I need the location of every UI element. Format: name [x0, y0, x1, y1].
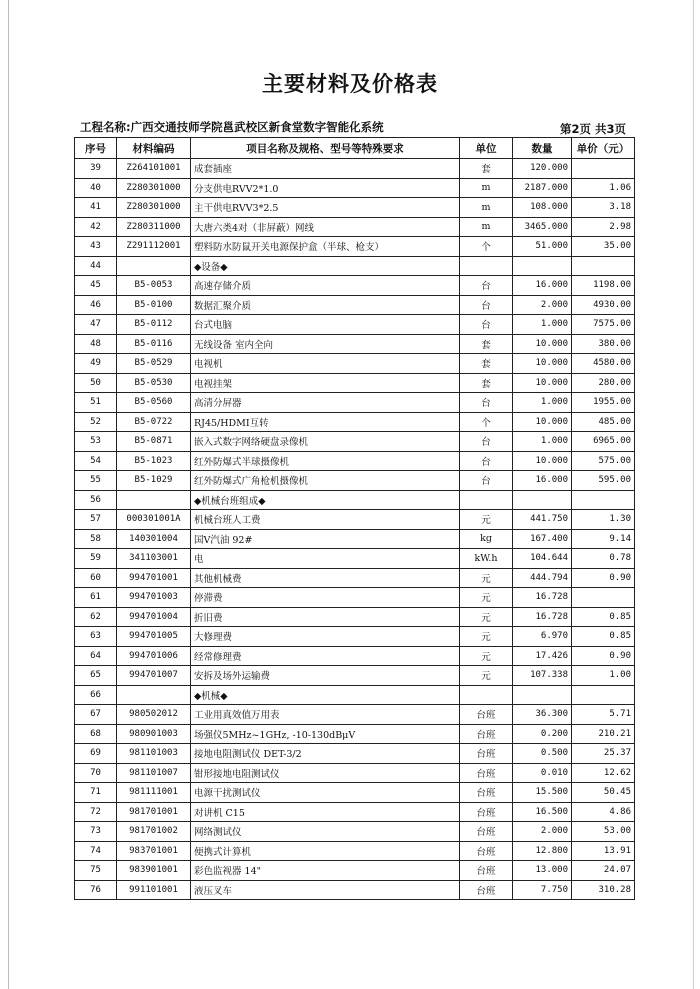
cell-name: 工业用真效值万用表	[191, 705, 460, 725]
table-row	[75, 549, 635, 569]
cell-seq: 41	[75, 198, 117, 218]
cell-name: 大修理费	[191, 627, 460, 647]
table-row	[75, 763, 635, 783]
cell-price: 1.30	[572, 510, 635, 530]
table-row	[75, 744, 635, 764]
cell-unit: 台	[460, 432, 513, 452]
cell-price: 5.71	[572, 705, 635, 725]
table-row	[75, 334, 635, 354]
cell-unit: 套	[460, 334, 513, 354]
cell-seq: 64	[75, 646, 117, 666]
cell-qty: 10.000	[513, 412, 572, 432]
table-row	[75, 685, 635, 705]
project-name: 工程名称:广西交通技师学院邕武校区新食堂数字智能化系统	[80, 120, 384, 134]
cell-name: 网络测试仪	[191, 822, 460, 842]
cell-unit: 台班	[460, 822, 513, 842]
cell-name: 折旧费	[191, 607, 460, 627]
cell-qty: 12.800	[513, 841, 572, 861]
cell-seq: 58	[75, 529, 117, 549]
cell-code: B5-0116	[117, 334, 191, 354]
cell-code	[117, 685, 191, 705]
cell-seq: 68	[75, 724, 117, 744]
cell-unit: 个	[460, 412, 513, 432]
cell-unit	[460, 256, 513, 276]
cell-price: 1.00	[572, 666, 635, 686]
cell-qty: 108.000	[513, 198, 572, 218]
cell-name: 停滞费	[191, 588, 460, 608]
cell-name: 塑料防水防鼠开关电源保护盒（半球、枪支）	[191, 237, 460, 257]
cell-unit: 台班	[460, 724, 513, 744]
cell-seq: 76	[75, 880, 117, 900]
cell-name: 机械台班人工费	[191, 510, 460, 530]
cell-code: 980901003	[117, 724, 191, 744]
cell-qty: 444.794	[513, 568, 572, 588]
cell-qty: 10.000	[513, 354, 572, 374]
scan-edge-left	[8, 0, 9, 989]
cell-price: 575.00	[572, 451, 635, 471]
cell-qty: 13.000	[513, 861, 572, 881]
cell-price	[572, 685, 635, 705]
cell-qty: 2.000	[513, 822, 572, 842]
cell-name: ◆机械◆	[191, 685, 460, 705]
table-row	[75, 607, 635, 627]
cell-name: 便携式计算机	[191, 841, 460, 861]
cell-name: 红外防爆式半球摄像机	[191, 451, 460, 471]
cell-qty: 1.000	[513, 393, 572, 413]
cell-name: ◆机械台班组成◆	[191, 490, 460, 510]
table-row	[75, 295, 635, 315]
cell-code: Z264101001	[117, 159, 191, 179]
cell-name: 场强仪5MHz~1GHz, -10-130dBμV	[191, 724, 460, 744]
cell-unit	[460, 490, 513, 510]
table-row	[75, 783, 635, 803]
cell-code: 983901001	[117, 861, 191, 881]
table-row	[75, 510, 635, 530]
header-qty: 数量	[513, 138, 572, 159]
cell-price: 50.45	[572, 783, 635, 803]
cell-unit: 台班	[460, 783, 513, 803]
cell-seq: 65	[75, 666, 117, 686]
cell-code: 994701007	[117, 666, 191, 686]
cell-unit: 台班	[460, 880, 513, 900]
table-row	[75, 529, 635, 549]
cell-code: 991101001	[117, 880, 191, 900]
table-row	[75, 880, 635, 900]
cell-seq: 54	[75, 451, 117, 471]
cell-name: 台式电脑	[191, 315, 460, 335]
cell-seq: 74	[75, 841, 117, 861]
table-row	[75, 412, 635, 432]
cell-seq: 48	[75, 334, 117, 354]
cell-qty: 441.750	[513, 510, 572, 530]
cell-name: 红外防爆式广角枪机摄像机	[191, 471, 460, 491]
cell-price	[572, 256, 635, 276]
cell-seq: 45	[75, 276, 117, 296]
cell-unit: 元	[460, 588, 513, 608]
cell-name: 其他机械费	[191, 568, 460, 588]
cell-code: Z280301000	[117, 178, 191, 198]
cell-qty: 0.500	[513, 744, 572, 764]
cell-price: 7575.00	[572, 315, 635, 335]
table-row	[75, 256, 635, 276]
table-row	[75, 627, 635, 647]
cell-qty	[513, 685, 572, 705]
cell-seq: 62	[75, 607, 117, 627]
cell-name: 电视挂架	[191, 373, 460, 393]
cell-unit: 元	[460, 510, 513, 530]
cell-code: 981701002	[117, 822, 191, 842]
cell-unit: 台	[460, 315, 513, 335]
cell-seq: 40	[75, 178, 117, 198]
cell-unit: 台班	[460, 802, 513, 822]
cell-code: 994701004	[117, 607, 191, 627]
table-row	[75, 373, 635, 393]
cell-price: 280.00	[572, 373, 635, 393]
table-row	[75, 861, 635, 881]
cell-price: 3.18	[572, 198, 635, 218]
cell-price: 210.21	[572, 724, 635, 744]
cell-qty: 6.970	[513, 627, 572, 647]
cell-price: 0.90	[572, 568, 635, 588]
cell-name: 液压叉车	[191, 880, 460, 900]
cell-unit: 元	[460, 627, 513, 647]
table-row	[75, 276, 635, 296]
cell-unit: 台班	[460, 841, 513, 861]
cell-code: B5-0100	[117, 295, 191, 315]
header-price: 单价（元）	[572, 138, 635, 159]
cell-price: 380.00	[572, 334, 635, 354]
table-row	[75, 237, 635, 257]
table-row	[75, 159, 635, 179]
cell-name: 国V汽油 92#	[191, 529, 460, 549]
cell-price	[572, 159, 635, 179]
cell-name: 接地电阻测试仪 DET-3/2	[191, 744, 460, 764]
cell-qty: 36.300	[513, 705, 572, 725]
cell-code: 980502012	[117, 705, 191, 725]
header-code: 材料编码	[117, 138, 191, 159]
cell-qty: 16.000	[513, 276, 572, 296]
page-title: 主要材料及价格表	[262, 71, 438, 96]
cell-seq: 72	[75, 802, 117, 822]
cell-seq: 46	[75, 295, 117, 315]
cell-seq: 61	[75, 588, 117, 608]
table-row	[75, 822, 635, 842]
cell-code: 341103001	[117, 549, 191, 569]
cell-code: B5-0529	[117, 354, 191, 374]
cell-code: B5-0053	[117, 276, 191, 296]
cell-price: 4580.00	[572, 354, 635, 374]
cell-name: 钳形接地电阻测试仪	[191, 763, 460, 783]
cell-seq: 52	[75, 412, 117, 432]
cell-unit: 台班	[460, 763, 513, 783]
header-seq: 序号	[75, 138, 117, 159]
table-row	[75, 315, 635, 335]
cell-price: 9.14	[572, 529, 635, 549]
cell-unit: 台	[460, 471, 513, 491]
cell-qty: 10.000	[513, 334, 572, 354]
cell-qty: 2.000	[513, 295, 572, 315]
cell-seq: 67	[75, 705, 117, 725]
materials-price-table	[74, 137, 635, 900]
table-row	[75, 490, 635, 510]
cell-name: 主干供电RVV3*2.5	[191, 198, 460, 218]
cell-price: 25.37	[572, 744, 635, 764]
cell-price: 1.06	[572, 178, 635, 198]
cell-unit: 台	[460, 276, 513, 296]
cell-price: 2.98	[572, 217, 635, 237]
page-number: 第2页 共3页	[560, 122, 627, 136]
cell-price: 0.90	[572, 646, 635, 666]
cell-price: 12.62	[572, 763, 635, 783]
table-row	[75, 198, 635, 218]
cell-qty: 10.000	[513, 373, 572, 393]
cell-qty	[513, 256, 572, 276]
cell-seq: 66	[75, 685, 117, 705]
cell-unit: 元	[460, 646, 513, 666]
cell-seq: 70	[75, 763, 117, 783]
cell-price: 595.00	[572, 471, 635, 491]
cell-code: Z280311000	[117, 217, 191, 237]
cell-unit: 台	[460, 393, 513, 413]
cell-seq: 47	[75, 315, 117, 335]
cell-seq: 69	[75, 744, 117, 764]
cell-name: 安拆及场外运输费	[191, 666, 460, 686]
cell-code	[117, 256, 191, 276]
cell-unit: m	[460, 178, 513, 198]
cell-unit: 个	[460, 237, 513, 257]
cell-seq: 42	[75, 217, 117, 237]
scan-edge-right	[693, 0, 694, 989]
cell-seq: 43	[75, 237, 117, 257]
cell-code: 140301004	[117, 529, 191, 549]
cell-price: 0.85	[572, 607, 635, 627]
cell-code: 981101007	[117, 763, 191, 783]
cell-unit	[460, 685, 513, 705]
cell-code: 994701001	[117, 568, 191, 588]
cell-price: 0.85	[572, 627, 635, 647]
table-row	[75, 705, 635, 725]
table-row	[75, 646, 635, 666]
cell-qty: 3465.000	[513, 217, 572, 237]
cell-price: 310.28	[572, 880, 635, 900]
cell-code: 983701001	[117, 841, 191, 861]
cell-name: 无线设备 室内全向	[191, 334, 460, 354]
cell-name: 彩色监视器 14"	[191, 861, 460, 881]
table-header-row	[75, 138, 635, 159]
cell-name: 数据汇聚介质	[191, 295, 460, 315]
cell-name: 高清分屏器	[191, 393, 460, 413]
table-row	[75, 841, 635, 861]
cell-qty	[513, 490, 572, 510]
cell-seq: 39	[75, 159, 117, 179]
cell-qty: 16.728	[513, 607, 572, 627]
cell-price: 4930.00	[572, 295, 635, 315]
cell-name: 电视机	[191, 354, 460, 374]
table-row	[75, 588, 635, 608]
cell-unit: 套	[460, 373, 513, 393]
cell-code: B5-1029	[117, 471, 191, 491]
cell-code: Z280301000	[117, 198, 191, 218]
cell-seq: 50	[75, 373, 117, 393]
cell-qty: 2187.000	[513, 178, 572, 198]
cell-price: 4.86	[572, 802, 635, 822]
cell-qty: 167.400	[513, 529, 572, 549]
table-row	[75, 432, 635, 452]
table-row	[75, 802, 635, 822]
cell-name: ◆设备◆	[191, 256, 460, 276]
cell-code: 000301001A	[117, 510, 191, 530]
cell-qty: 51.000	[513, 237, 572, 257]
cell-seq: 49	[75, 354, 117, 374]
table-row	[75, 666, 635, 686]
cell-seq: 53	[75, 432, 117, 452]
cell-seq: 75	[75, 861, 117, 881]
cell-code: B5-0560	[117, 393, 191, 413]
cell-name: 大唐六类4对（非屏蔽）网线	[191, 217, 460, 237]
cell-qty: 16.000	[513, 471, 572, 491]
cell-name: 对讲机 C15	[191, 802, 460, 822]
cell-unit: 元	[460, 666, 513, 686]
cell-unit: 套	[460, 159, 513, 179]
cell-price: 6965.00	[572, 432, 635, 452]
cell-code: 994701003	[117, 588, 191, 608]
table-row	[75, 724, 635, 744]
cell-name: 电	[191, 549, 460, 569]
cell-code	[117, 490, 191, 510]
cell-seq: 51	[75, 393, 117, 413]
cell-code: B5-1023	[117, 451, 191, 471]
cell-seq: 73	[75, 822, 117, 842]
table-row	[75, 451, 635, 471]
cell-price: 0.78	[572, 549, 635, 569]
cell-qty: 15.500	[513, 783, 572, 803]
cell-price: 24.07	[572, 861, 635, 881]
table-row	[75, 217, 635, 237]
cell-name: RJ45/HDMI互转	[191, 412, 460, 432]
cell-price	[572, 588, 635, 608]
cell-qty: 0.200	[513, 724, 572, 744]
cell-code: 994701006	[117, 646, 191, 666]
cell-unit: kg	[460, 529, 513, 549]
cell-unit: kW.h	[460, 549, 513, 569]
cell-seq: 57	[75, 510, 117, 530]
cell-price: 485.00	[572, 412, 635, 432]
cell-qty: 0.010	[513, 763, 572, 783]
cell-qty: 1.000	[513, 315, 572, 335]
cell-unit: m	[460, 217, 513, 237]
cell-price: 1198.00	[572, 276, 635, 296]
cell-qty: 16.500	[513, 802, 572, 822]
cell-name: 嵌入式数字网络硬盘录像机	[191, 432, 460, 452]
cell-seq: 60	[75, 568, 117, 588]
cell-qty: 7.750	[513, 880, 572, 900]
cell-unit: 台班	[460, 744, 513, 764]
cell-name: 高速存储介质	[191, 276, 460, 296]
cell-code: 981101003	[117, 744, 191, 764]
cell-unit: m	[460, 198, 513, 218]
cell-name: 成套插座	[191, 159, 460, 179]
cell-code: 981701001	[117, 802, 191, 822]
cell-code: 981111001	[117, 783, 191, 803]
cell-unit: 台	[460, 295, 513, 315]
cell-seq: 56	[75, 490, 117, 510]
cell-unit: 元	[460, 607, 513, 627]
table-body	[75, 159, 635, 900]
table-row	[75, 568, 635, 588]
cell-price: 35.00	[572, 237, 635, 257]
cell-name: 经常修理费	[191, 646, 460, 666]
cell-unit: 台班	[460, 705, 513, 725]
cell-unit: 套	[460, 354, 513, 374]
cell-code: B5-0530	[117, 373, 191, 393]
cell-seq: 63	[75, 627, 117, 647]
cell-unit: 台班	[460, 861, 513, 881]
table-row	[75, 393, 635, 413]
table-row	[75, 178, 635, 198]
cell-code: 994701005	[117, 627, 191, 647]
cell-name: 电源干扰测试仪	[191, 783, 460, 803]
cell-unit: 台	[460, 451, 513, 471]
cell-price	[572, 490, 635, 510]
cell-price: 1955.00	[572, 393, 635, 413]
header-name: 项目名称及规格、型号等特殊要求	[191, 138, 460, 159]
cell-qty: 10.000	[513, 451, 572, 471]
cell-code: B5-0722	[117, 412, 191, 432]
cell-seq: 71	[75, 783, 117, 803]
table-row	[75, 354, 635, 374]
cell-code: B5-0112	[117, 315, 191, 335]
cell-code: Z291112001	[117, 237, 191, 257]
table-row	[75, 471, 635, 491]
cell-seq: 44	[75, 256, 117, 276]
cell-name: 分支供电RVV2*1.0	[191, 178, 460, 198]
cell-unit: 元	[460, 568, 513, 588]
cell-qty: 107.338	[513, 666, 572, 686]
cell-qty: 120.000	[513, 159, 572, 179]
cell-price: 13.91	[572, 841, 635, 861]
cell-qty: 17.426	[513, 646, 572, 666]
cell-qty: 1.000	[513, 432, 572, 452]
cell-code: B5-0871	[117, 432, 191, 452]
cell-price: 53.00	[572, 822, 635, 842]
header-unit: 单位	[460, 138, 513, 159]
cell-qty: 16.728	[513, 588, 572, 608]
cell-seq: 59	[75, 549, 117, 569]
cell-seq: 55	[75, 471, 117, 491]
cell-qty: 104.644	[513, 549, 572, 569]
